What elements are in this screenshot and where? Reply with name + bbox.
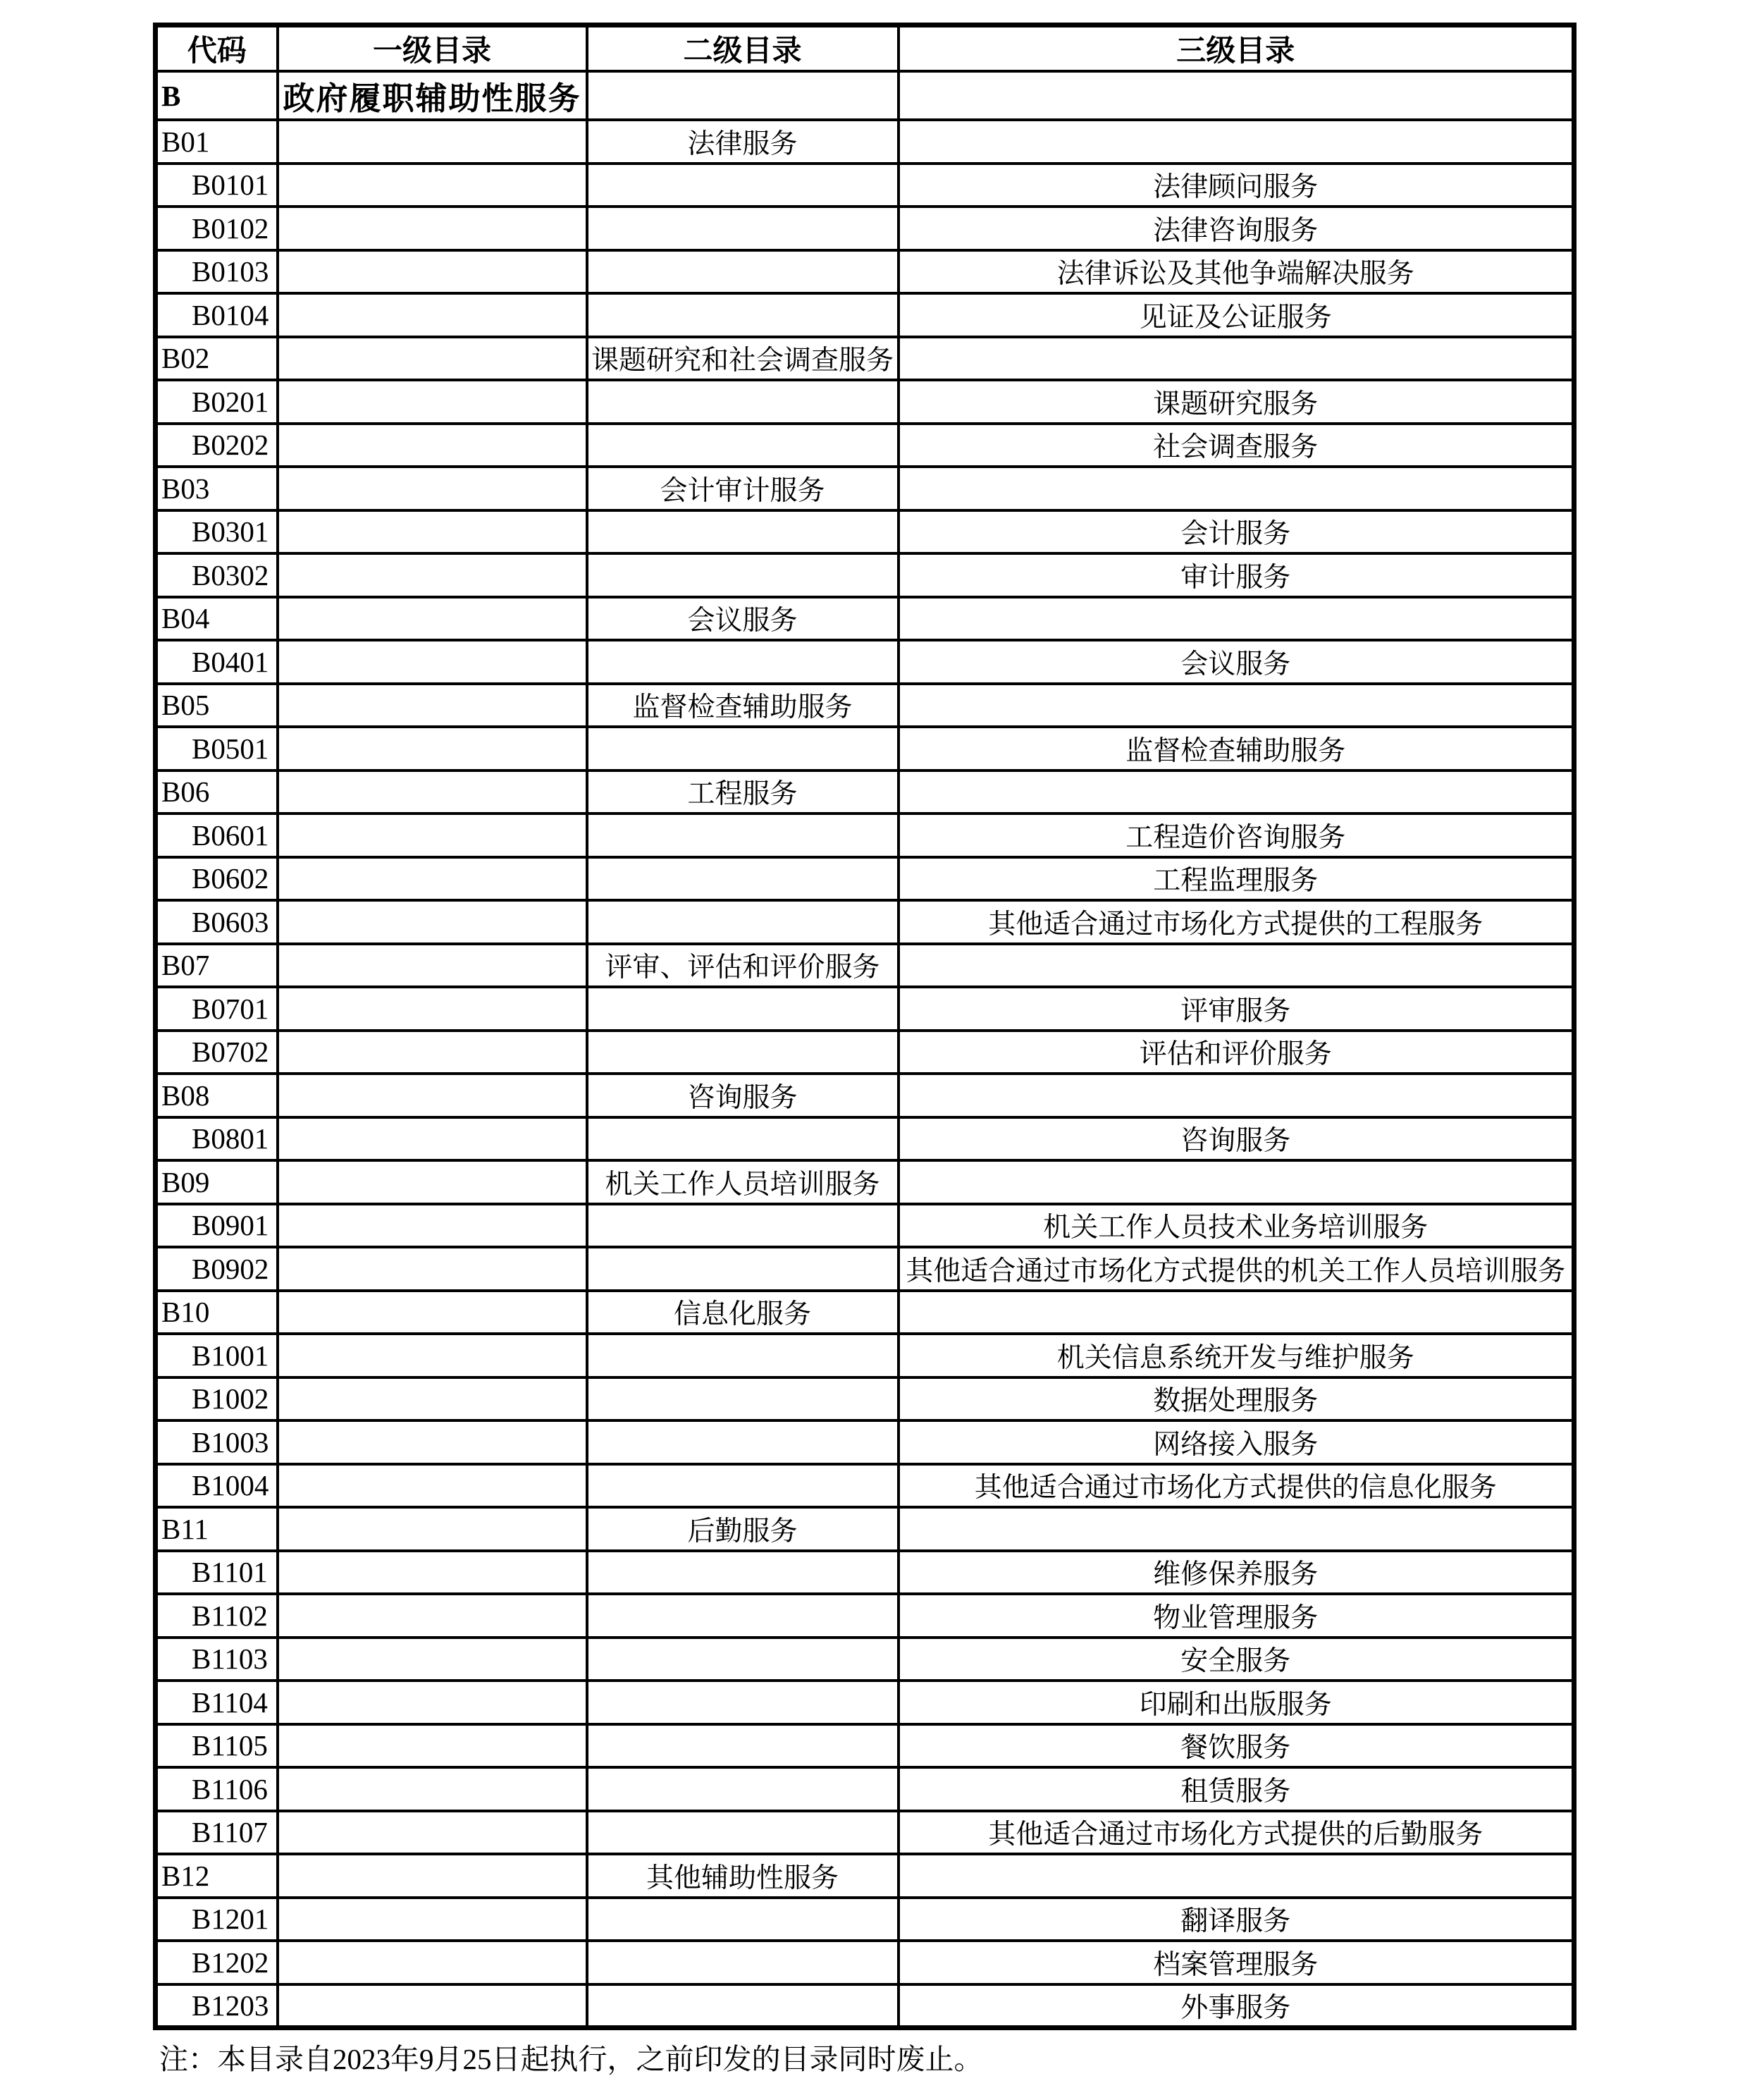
level2-directory-cell — [587, 1638, 899, 1681]
level1-directory-cell — [278, 1681, 587, 1724]
level2-directory-cell — [587, 293, 899, 337]
level3-directory-cell — [899, 684, 1574, 727]
code-cell: B1107 — [156, 1811, 278, 1855]
level2-directory-cell: 会议服务 — [587, 597, 899, 641]
catalog-table-body — [156, 71, 1574, 2027]
code-cell: B10 — [156, 1291, 278, 1334]
level1-directory-cell — [278, 640, 587, 684]
code-cell: B07 — [156, 944, 278, 988]
level1-directory-cell — [278, 380, 587, 424]
table-row — [156, 944, 1574, 988]
level1-directory-cell — [278, 1854, 587, 1898]
level1-directory-cell — [278, 1724, 587, 1768]
level1-directory-cell — [278, 553, 587, 597]
level3-directory-cell: 其他适合通过市场化方式提供的信息化服务 — [899, 1464, 1574, 1508]
level2-directory-cell — [587, 1681, 899, 1724]
table-row — [156, 293, 1574, 337]
level2-directory-cell — [587, 1941, 899, 1984]
level3-directory-cell — [899, 71, 1574, 120]
header-row — [156, 25, 1574, 72]
level3-directory-cell: 评审服务 — [899, 987, 1574, 1031]
code-cell: B0302 — [156, 553, 278, 597]
level1-directory-cell — [278, 1941, 587, 1984]
level1-directory-cell — [278, 597, 587, 641]
level2-directory-cell — [587, 1204, 899, 1248]
level3-directory-cell: 餐饮服务 — [899, 1724, 1574, 1768]
level2-directory-cell — [587, 1898, 899, 1941]
table-row — [156, 1247, 1574, 1291]
level2-directory-cell: 后勤服务 — [587, 1507, 899, 1551]
table-row — [156, 1291, 1574, 1334]
code-cell: B1106 — [156, 1767, 278, 1811]
level2-directory-cell — [587, 1767, 899, 1811]
code-cell: B0202 — [156, 424, 278, 467]
code-cell: B0901 — [156, 1204, 278, 1248]
level1-directory-cell — [278, 1377, 587, 1421]
table-row — [156, 640, 1574, 684]
code-cell: B1102 — [156, 1594, 278, 1638]
table-row — [156, 813, 1574, 857]
table-row — [156, 424, 1574, 467]
level2-directory-cell: 监督检查辅助服务 — [587, 684, 899, 727]
table-row — [156, 1811, 1574, 1855]
level1-directory-cell — [278, 1551, 587, 1595]
level3-directory-cell — [899, 1854, 1574, 1898]
code-cell: B1202 — [156, 1941, 278, 1984]
table-row — [156, 1724, 1574, 1768]
level3-directory-cell: 印刷和出版服务 — [899, 1681, 1574, 1724]
level1-directory-cell — [278, 813, 587, 857]
table-row — [156, 597, 1574, 641]
code-cell: B1101 — [156, 1551, 278, 1595]
service-catalog-table — [153, 23, 1577, 2030]
code-cell: B0102 — [156, 207, 278, 250]
level2-directory-cell — [587, 1334, 899, 1377]
level3-directory-cell: 监督检查辅助服务 — [899, 727, 1574, 770]
level1-directory-cell — [278, 250, 587, 294]
level2-directory-cell: 信息化服务 — [587, 1291, 899, 1334]
code-cell: B04 — [156, 597, 278, 641]
level2-directory-cell: 法律服务 — [587, 120, 899, 164]
level1-directory-cell — [278, 424, 587, 467]
table-row — [156, 1681, 1574, 1724]
level3-directory-cell — [899, 1507, 1574, 1551]
level3-directory-cell: 翻译服务 — [899, 1898, 1574, 1941]
level2-directory-cell — [587, 1031, 899, 1074]
code-cell: B02 — [156, 337, 278, 381]
code-cell: B11 — [156, 1507, 278, 1551]
level1-directory-cell — [278, 293, 587, 337]
level3-directory-cell: 评估和评价服务 — [899, 1031, 1574, 1074]
code-cell: B0601 — [156, 813, 278, 857]
level3-directory-cell — [899, 1160, 1574, 1204]
table-row — [156, 1594, 1574, 1638]
table-row — [156, 727, 1574, 770]
code-cell: B0902 — [156, 1247, 278, 1291]
header-code: 代码 — [156, 25, 278, 72]
table-row — [156, 1507, 1574, 1551]
level2-directory-cell — [587, 1420, 899, 1464]
level3-directory-cell: 工程监理服务 — [899, 857, 1574, 901]
level3-directory-cell: 工程造价咨询服务 — [899, 813, 1574, 857]
level2-directory-cell — [587, 1984, 899, 2028]
level1-directory-cell — [278, 510, 587, 554]
table-row — [156, 1464, 1574, 1508]
level2-directory-cell — [587, 987, 899, 1031]
level2-directory-cell — [587, 424, 899, 467]
level3-directory-cell: 法律顾问服务 — [899, 164, 1574, 207]
level1-directory-cell — [278, 1984, 587, 2028]
level2-directory-cell: 机关工作人员培训服务 — [587, 1160, 899, 1204]
table-row — [156, 207, 1574, 250]
level2-directory-cell — [587, 380, 899, 424]
level1-directory-cell — [278, 1117, 587, 1161]
code-cell: B0501 — [156, 727, 278, 770]
level2-directory-cell: 其他辅助性服务 — [587, 1854, 899, 1898]
code-cell: B0602 — [156, 857, 278, 901]
level1-directory-cell — [278, 987, 587, 1031]
table-row — [156, 1031, 1574, 1074]
table-row — [156, 1074, 1574, 1117]
level2-directory-cell — [587, 510, 899, 554]
level2-directory-cell — [587, 71, 899, 120]
table-row — [156, 1638, 1574, 1681]
code-cell: B0603 — [156, 900, 278, 944]
table-row — [156, 1117, 1574, 1161]
level2-directory-cell — [587, 813, 899, 857]
level3-directory-cell: 安全服务 — [899, 1638, 1574, 1681]
table-row — [156, 164, 1574, 207]
level1-directory-cell — [278, 1767, 587, 1811]
level1-directory-cell — [278, 944, 587, 988]
level1-directory-cell — [278, 857, 587, 901]
code-cell: B0101 — [156, 164, 278, 207]
level1-directory-cell — [278, 770, 587, 814]
level1-directory-cell — [278, 1160, 587, 1204]
table-row — [156, 1898, 1574, 1941]
level3-directory-cell — [899, 1074, 1574, 1117]
level2-directory-cell — [587, 1117, 899, 1161]
level1-directory-cell — [278, 1507, 587, 1551]
level1-directory-cell — [278, 1464, 587, 1508]
level3-directory-cell: 其他适合通过市场化方式提供的工程服务 — [899, 900, 1574, 944]
level3-directory-cell: 其他适合通过市场化方式提供的机关工作人员培训服务 — [899, 1247, 1574, 1291]
level3-directory-cell — [899, 770, 1574, 814]
code-cell: B1003 — [156, 1420, 278, 1464]
code-cell: B — [156, 71, 278, 120]
table-row — [156, 510, 1574, 554]
code-cell: B1103 — [156, 1638, 278, 1681]
level3-directory-cell: 社会调查服务 — [899, 424, 1574, 467]
level1-directory-cell — [278, 727, 587, 770]
level3-directory-cell: 会计服务 — [899, 510, 1574, 554]
code-cell: B1201 — [156, 1898, 278, 1941]
code-cell: B1104 — [156, 1681, 278, 1724]
code-cell: B01 — [156, 120, 278, 164]
code-cell: B1105 — [156, 1724, 278, 1768]
table-row — [156, 1941, 1574, 1984]
level3-directory-cell: 课题研究服务 — [899, 380, 1574, 424]
level2-directory-cell — [587, 1551, 899, 1595]
level2-directory-cell — [587, 640, 899, 684]
code-cell: B0104 — [156, 293, 278, 337]
level2-directory-cell — [587, 207, 899, 250]
level3-directory-cell: 机关信息系统开发与维护服务 — [899, 1334, 1574, 1377]
level2-directory-cell — [587, 1247, 899, 1291]
level2-directory-cell — [587, 250, 899, 294]
table-row — [156, 770, 1574, 814]
table-row — [156, 380, 1574, 424]
level1-directory-cell — [278, 1638, 587, 1681]
level1-directory-cell — [278, 164, 587, 207]
table-row — [156, 337, 1574, 381]
level3-directory-cell: 档案管理服务 — [899, 1941, 1574, 1984]
level1-directory-cell — [278, 1811, 587, 1855]
level2-directory-cell — [587, 727, 899, 770]
table-row — [156, 1334, 1574, 1377]
level3-directory-cell: 物业管理服务 — [899, 1594, 1574, 1638]
table-row — [156, 1767, 1574, 1811]
level1-directory-cell — [278, 120, 587, 164]
code-cell: B1203 — [156, 1984, 278, 2028]
level3-directory-cell: 机关工作人员技术业务培训服务 — [899, 1204, 1574, 1248]
level1-directory-cell — [278, 900, 587, 944]
code-cell: B0702 — [156, 1031, 278, 1074]
code-cell: B0103 — [156, 250, 278, 294]
level3-directory-cell: 其他适合通过市场化方式提供的后勤服务 — [899, 1811, 1574, 1855]
level2-directory-cell — [587, 857, 899, 901]
level1-directory-cell — [278, 1334, 587, 1377]
level1-directory-cell — [278, 467, 587, 510]
level3-directory-cell: 外事服务 — [899, 1984, 1574, 2028]
table-row — [156, 1420, 1574, 1464]
level2-directory-cell: 工程服务 — [587, 770, 899, 814]
footnote: 注：本目录自2023年9月25日起执行，之前印发的目录同时废止。 — [159, 2043, 983, 2075]
level3-directory-cell: 咨询服务 — [899, 1117, 1574, 1161]
table-row — [156, 1854, 1574, 1898]
level2-directory-cell — [587, 1594, 899, 1638]
level3-directory-cell: 租赁服务 — [899, 1767, 1574, 1811]
level2-directory-cell — [587, 900, 899, 944]
code-cell: B03 — [156, 467, 278, 510]
table-row — [156, 987, 1574, 1031]
level1-directory-cell — [278, 1291, 587, 1334]
table-row — [156, 1160, 1574, 1204]
table-row — [156, 900, 1574, 944]
code-cell: B08 — [156, 1074, 278, 1117]
code-cell: B05 — [156, 684, 278, 727]
level3-directory-cell — [899, 467, 1574, 510]
level2-directory-cell: 会计审计服务 — [587, 467, 899, 510]
table-row — [156, 120, 1574, 164]
level1-directory-cell — [278, 1420, 587, 1464]
table-row — [156, 857, 1574, 901]
code-cell: B09 — [156, 1160, 278, 1204]
code-cell: B0301 — [156, 510, 278, 554]
table-row — [156, 684, 1574, 727]
table-row — [156, 1551, 1574, 1595]
header-level1-directory: 一级目录 — [278, 25, 587, 72]
level2-directory-cell: 课题研究和社会调查服务 — [587, 337, 899, 381]
level2-directory-cell — [587, 1724, 899, 1768]
level3-directory-cell: 会议服务 — [899, 640, 1574, 684]
header-level3-directory: 三级目录 — [899, 25, 1574, 72]
level2-directory-cell — [587, 1811, 899, 1855]
level1-directory-cell — [278, 1898, 587, 1941]
level1-directory-cell: 政府履职辅助性服务 — [278, 71, 587, 120]
level3-directory-cell — [899, 1291, 1574, 1334]
level2-directory-cell: 评审、评估和评价服务 — [587, 944, 899, 988]
level1-directory-cell — [278, 1031, 587, 1074]
level3-directory-cell: 数据处理服务 — [899, 1377, 1574, 1421]
code-cell: B1001 — [156, 1334, 278, 1377]
level3-directory-cell: 网络接入服务 — [899, 1420, 1574, 1464]
level3-directory-cell — [899, 337, 1574, 381]
level2-directory-cell — [587, 553, 899, 597]
level2-directory-cell — [587, 1464, 899, 1508]
level3-directory-cell — [899, 597, 1574, 641]
level3-directory-cell: 见证及公证服务 — [899, 293, 1574, 337]
level1-directory-cell — [278, 1594, 587, 1638]
level1-directory-cell — [278, 1247, 587, 1291]
table-row — [156, 1204, 1574, 1248]
table-row — [156, 71, 1574, 120]
code-cell: B0801 — [156, 1117, 278, 1161]
level3-directory-cell: 法律咨询服务 — [899, 207, 1574, 250]
level1-directory-cell — [278, 684, 587, 727]
table-row — [156, 467, 1574, 510]
level3-directory-cell — [899, 944, 1574, 988]
level1-directory-cell — [278, 207, 587, 250]
header-level2-directory: 二级目录 — [587, 25, 899, 72]
code-cell: B1004 — [156, 1464, 278, 1508]
level1-directory-cell — [278, 1074, 587, 1117]
level2-directory-cell — [587, 164, 899, 207]
level3-directory-cell: 维修保养服务 — [899, 1551, 1574, 1595]
level2-directory-cell: 咨询服务 — [587, 1074, 899, 1117]
table-row — [156, 250, 1574, 294]
level3-directory-cell: 法律诉讼及其他争端解决服务 — [899, 250, 1574, 294]
level1-directory-cell — [278, 337, 587, 381]
table-row — [156, 1984, 1574, 2028]
level3-directory-cell: 审计服务 — [899, 553, 1574, 597]
table-row — [156, 553, 1574, 597]
code-cell: B0701 — [156, 987, 278, 1031]
code-cell: B0401 — [156, 640, 278, 684]
code-cell: B1002 — [156, 1377, 278, 1421]
level1-directory-cell — [278, 1204, 587, 1248]
code-cell: B06 — [156, 770, 278, 814]
table-row — [156, 1377, 1574, 1421]
level2-directory-cell — [587, 1377, 899, 1421]
code-cell: B0201 — [156, 380, 278, 424]
code-cell: B12 — [156, 1854, 278, 1898]
level3-directory-cell — [899, 120, 1574, 164]
